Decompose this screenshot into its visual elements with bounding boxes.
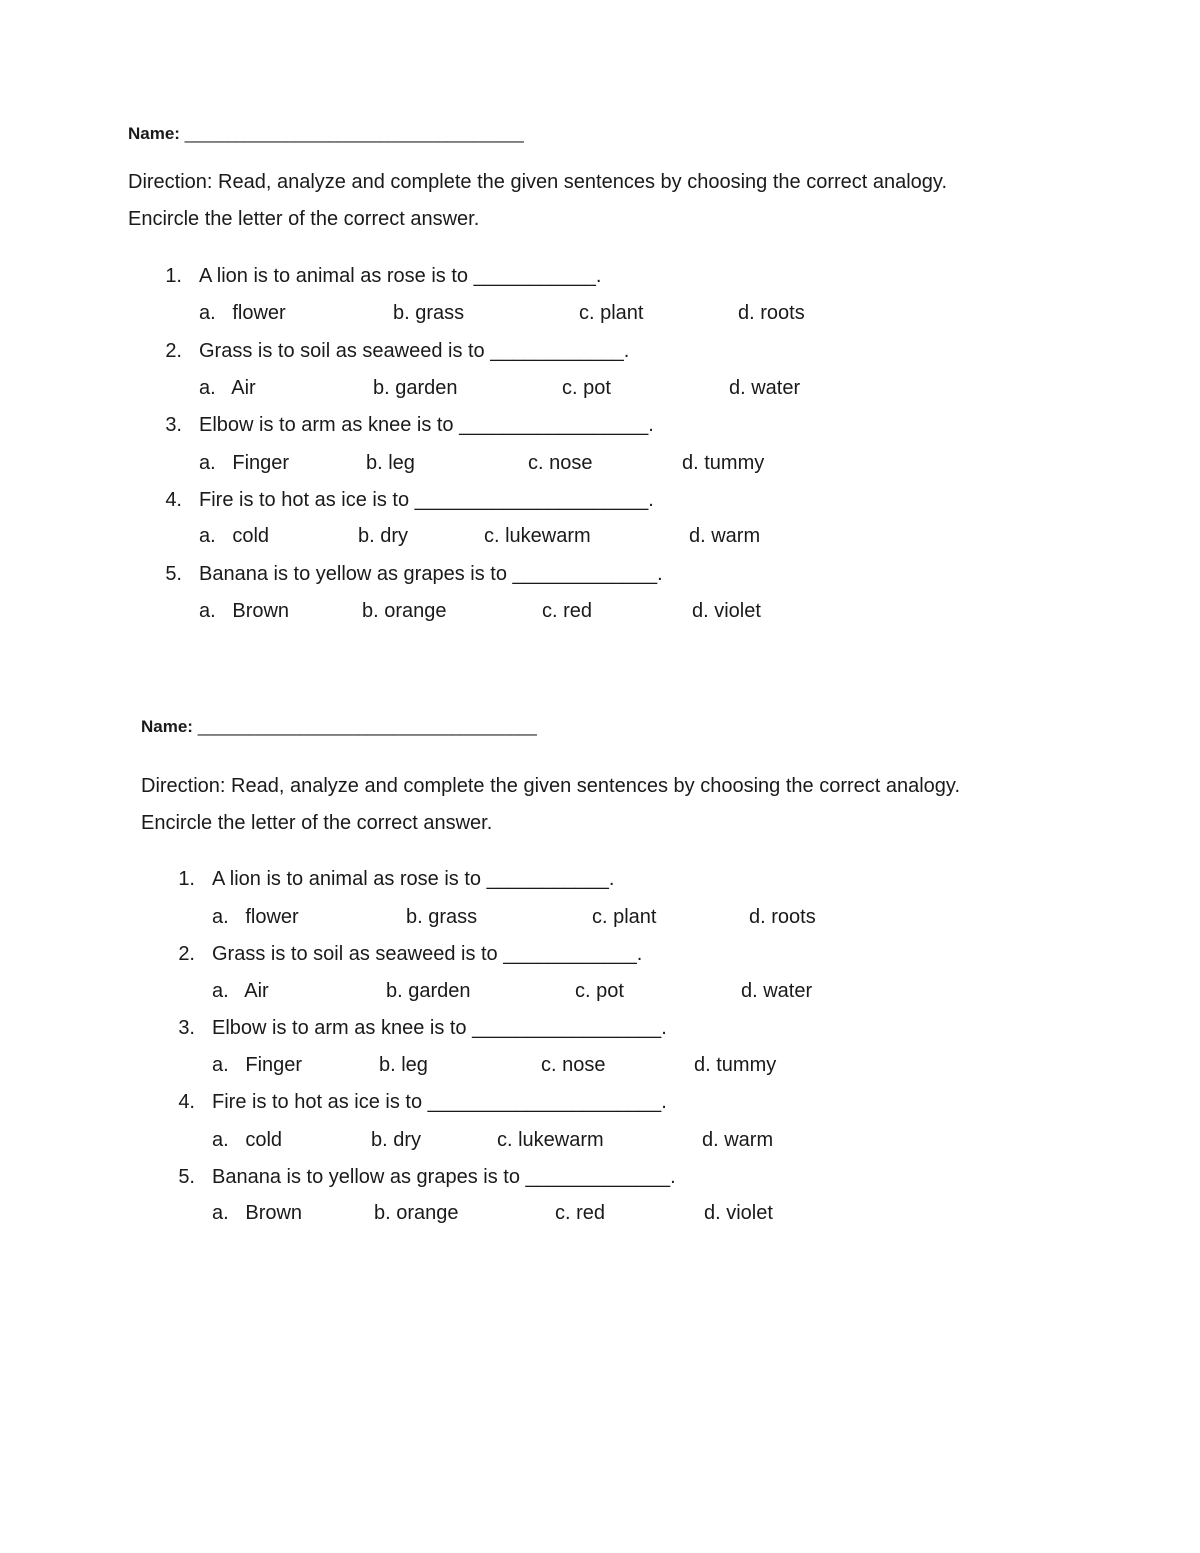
option-d: d. water [729,377,801,399]
option-a: a. Air [212,980,269,1002]
name-blank: ________________________________________ [197,717,536,736]
name-blank: ________________________________________ [184,124,523,143]
option-d: d. violet [704,1202,773,1224]
question-number: 3. [165,414,182,436]
option-c: c. pot [575,980,624,1002]
option-b: b. dry [358,525,409,547]
option-b: b. dry [371,1129,422,1151]
option-d: d. warm [702,1129,774,1151]
option-b: b. grass [406,906,478,928]
option-a: a. Finger [199,452,290,474]
question-number: 4. [165,489,182,511]
option-a: a. Brown [212,1202,303,1224]
option-d: d. water [741,980,813,1002]
option-b: b. leg [366,452,415,474]
question-number: 5. [165,563,182,585]
question-number: 1. [178,868,195,890]
question-text: Fire is to hot as ice is to _____________________. [212,1091,667,1113]
direction-line-1: Direction: Read, analyze and complete the given sentences by choosing the correct analogy. [128,171,948,193]
name-line [128,124,523,144]
option-a: a. Finger [212,1054,303,1076]
option-d: d. roots [749,906,816,928]
direction-line-1: Direction: Read, analyze and complete the given sentences by choosing the correct analogy. [141,775,961,797]
question-text: A lion is to animal as rose is to ___________. [212,868,615,890]
worksheet-1 [0,0,1200,620]
question-text: Elbow is to arm as knee is to _________________. [212,1017,667,1039]
option-c: c. lukewarm [484,525,591,547]
question-text: Banana is to yellow as grapes is to _____________. [212,1166,676,1188]
option-a: a. flower [212,906,299,928]
direction-text [141,768,960,842]
option-b: b. orange [374,1202,459,1224]
worksheet-2 [13,603,1200,1223]
name-label: Name: [141,717,193,736]
option-d: d. warm [689,525,761,547]
option-c: c. nose [541,1054,606,1076]
option-d: d. violet [692,600,761,622]
option-c: c. red [542,600,593,622]
option-b: b. garden [386,980,471,1002]
direction-text [128,164,947,238]
question-text: Grass is to soil as seaweed is to ____________. [212,943,643,965]
name-line [141,717,536,737]
option-a: a. flower [199,302,286,324]
question-number: 2. [178,943,195,965]
option-c: c. plant [579,302,644,324]
option-c: c. red [555,1202,606,1224]
direction-line-2: Encircle the letter of the correct answer. [141,812,493,834]
option-a: a. Brown [199,600,290,622]
question-number: 1. [165,265,182,287]
option-d: d. tummy [682,452,765,474]
question-text: Grass is to soil as seaweed is to ____________. [199,340,630,362]
option-c: c. nose [528,452,593,474]
option-c: c. pot [562,377,611,399]
option-a: a. cold [212,1129,283,1151]
question-text: Banana is to yellow as grapes is to _____________. [199,563,663,585]
option-c: c. plant [592,906,657,928]
question-text: A lion is to animal as rose is to ___________. [199,265,602,287]
option-c: c. lukewarm [497,1129,604,1151]
name-label: Name: [128,124,180,143]
question-number: 2. [165,340,182,362]
option-b: b. orange [362,600,447,622]
option-b: b. garden [373,377,458,399]
question-number: 3. [178,1017,195,1039]
question-number: 4. [178,1091,195,1113]
option-d: d. tummy [694,1054,777,1076]
direction-line-2: Encircle the letter of the correct answer. [128,208,480,230]
question-text: Elbow is to arm as knee is to _________________. [199,414,654,436]
option-d: d. roots [738,302,805,324]
question-text: Fire is to hot as ice is to _____________________. [199,489,654,511]
option-b: b. grass [393,302,465,324]
question-number: 5. [178,1166,195,1188]
option-b: b. leg [379,1054,428,1076]
option-a: a. Air [199,377,256,399]
option-a: a. cold [199,525,270,547]
